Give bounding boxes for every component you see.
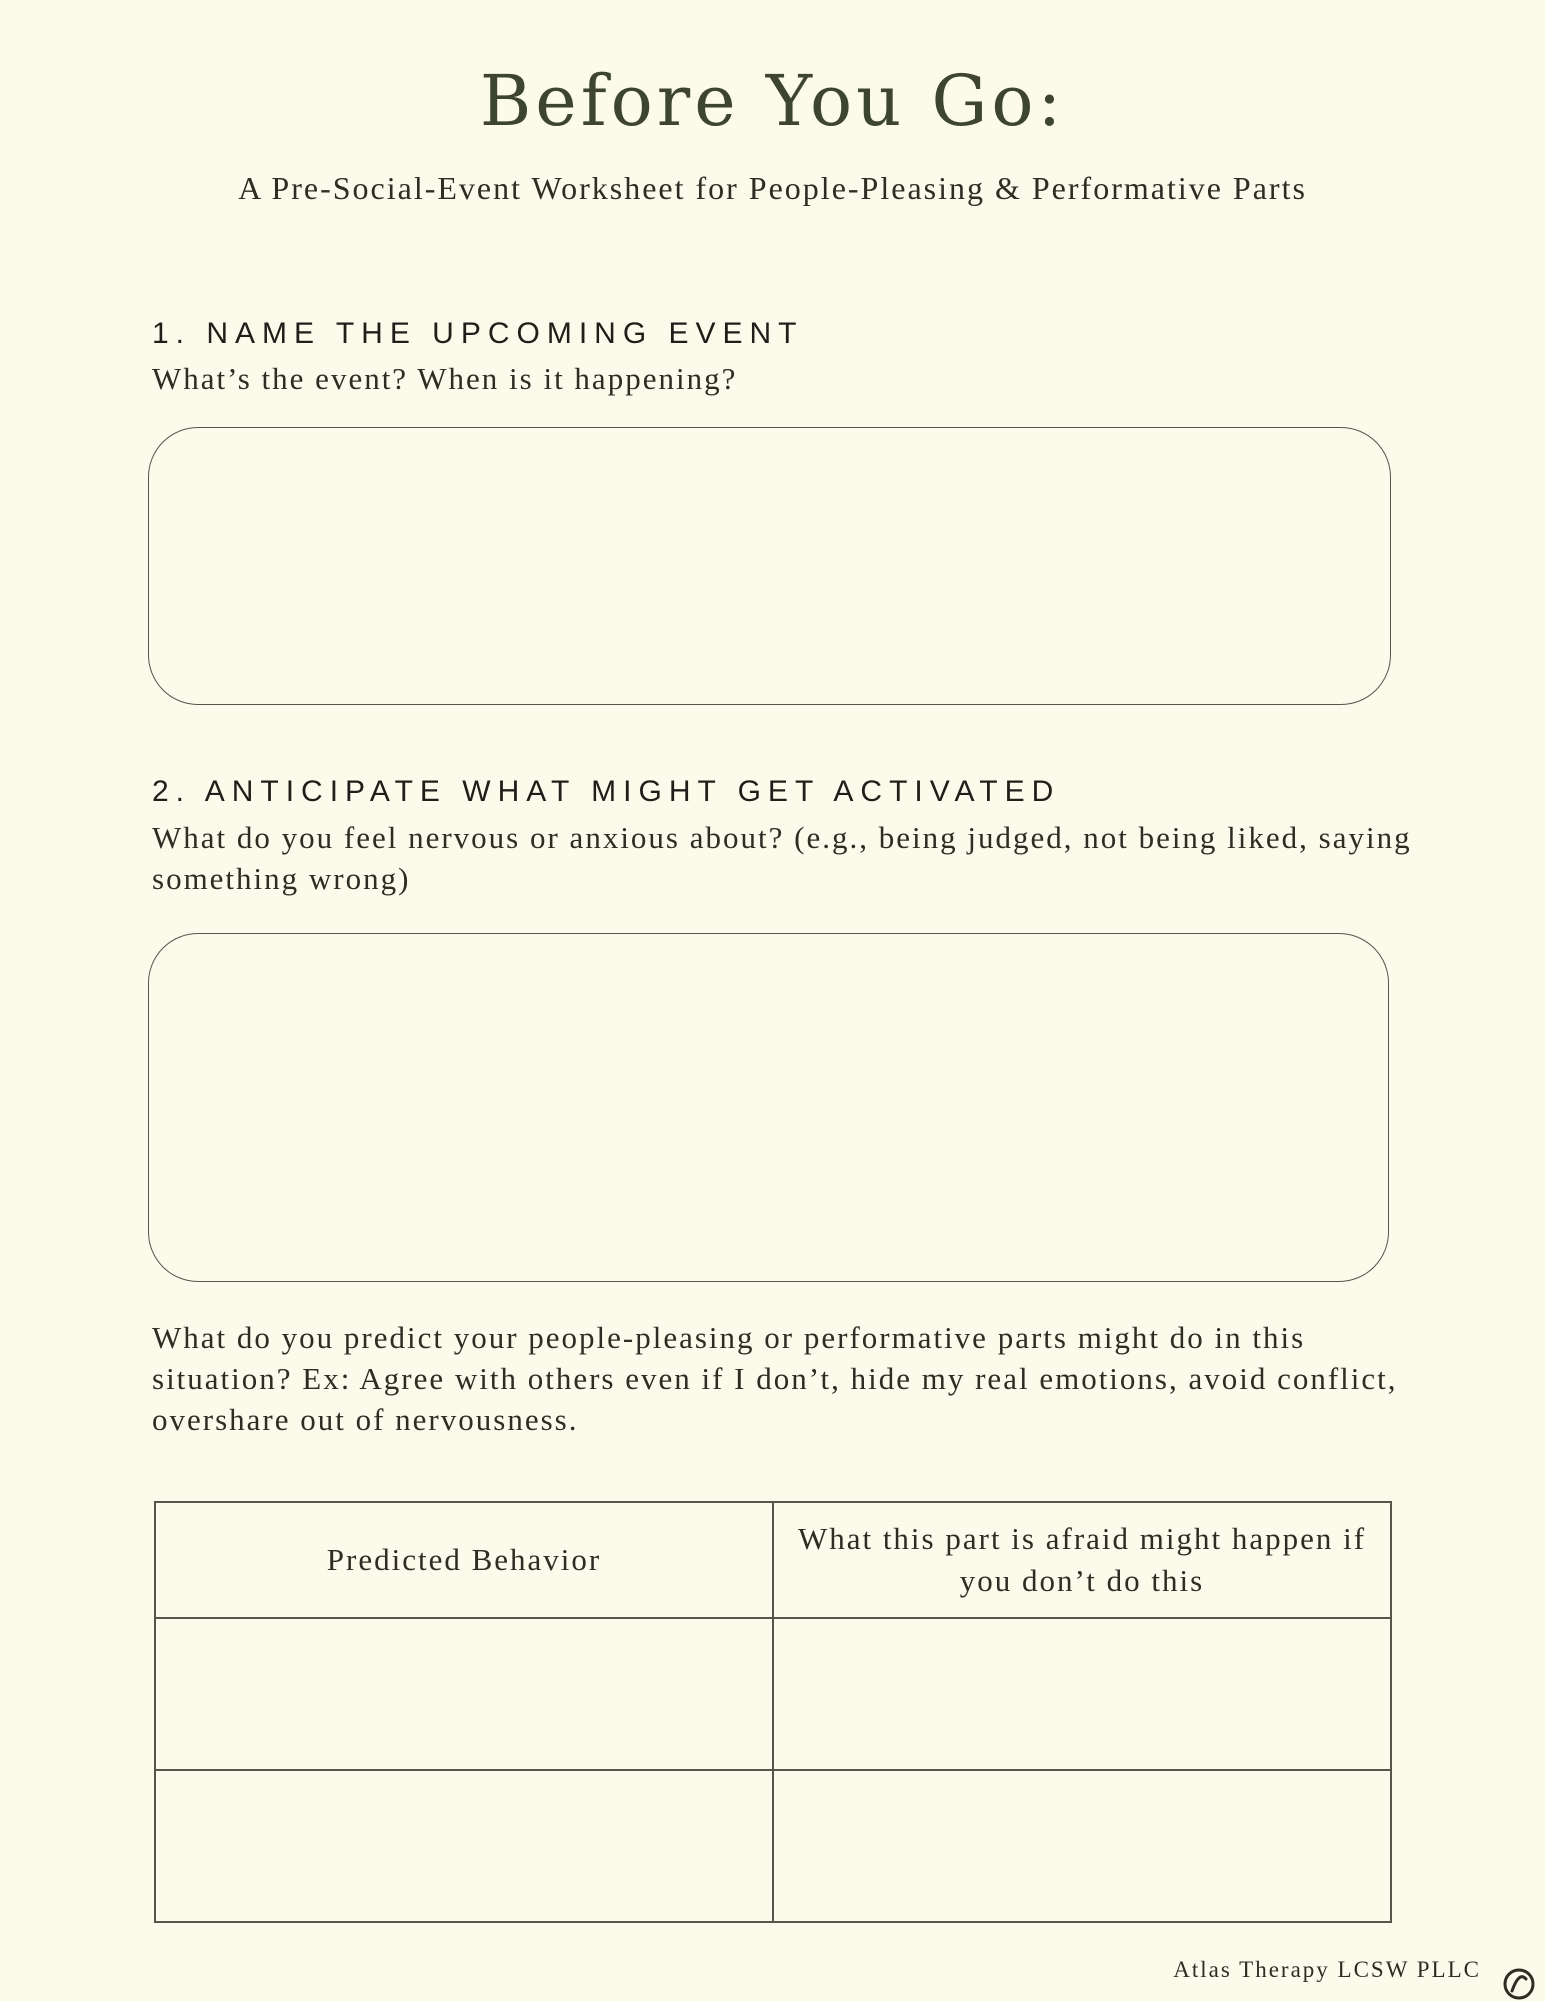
table-cell[interactable] (773, 1618, 1391, 1770)
section-1-prompt: What’s the event? When is it happening? (152, 361, 738, 396)
part-fear-header: What this part is afraid might happen if you don’t do this (773, 1502, 1391, 1618)
atlas-logo-icon (1502, 1967, 1536, 2001)
page-subtitle: A Pre-Social-Event Worksheet for People-Pleasing & Performative Parts (238, 170, 1307, 206)
anxiety-answer-box[interactable] (148, 933, 1389, 1282)
footer-brand: Atlas Therapy LCSW PLLC (1173, 1957, 1481, 1982)
table-row (155, 1770, 1391, 1922)
behavior-table (154, 1501, 1392, 1923)
predicted-behavior-header: Predicted Behavior (155, 1502, 773, 1618)
table-row (155, 1618, 1391, 1770)
table-cell[interactable] (155, 1770, 773, 1922)
section-2-prompt: What do you feel nervous or anxious about? (e.g., being judged, not being liked, saying something wrong) (152, 820, 1412, 896)
section-2-heading: 2. ANTICIPATE WHAT MIGHT GET ACTIVATED (152, 775, 1061, 808)
section-1-heading: 1. NAME THE UPCOMING EVENT (152, 317, 804, 350)
page-title: Before You Go: (479, 60, 1066, 142)
table-cell[interactable] (773, 1770, 1391, 1922)
table-header-row (155, 1502, 1391, 1618)
prediction-prompt: What do you predict your people-pleasing or performative parts might do in this situation? Ex: Agree with others even if I don’t, hide my real emotions, avoid conflict, overshare out of nervousness. (152, 1320, 1398, 1437)
event-answer-box[interactable] (148, 427, 1391, 705)
table-cell[interactable] (155, 1618, 773, 1770)
